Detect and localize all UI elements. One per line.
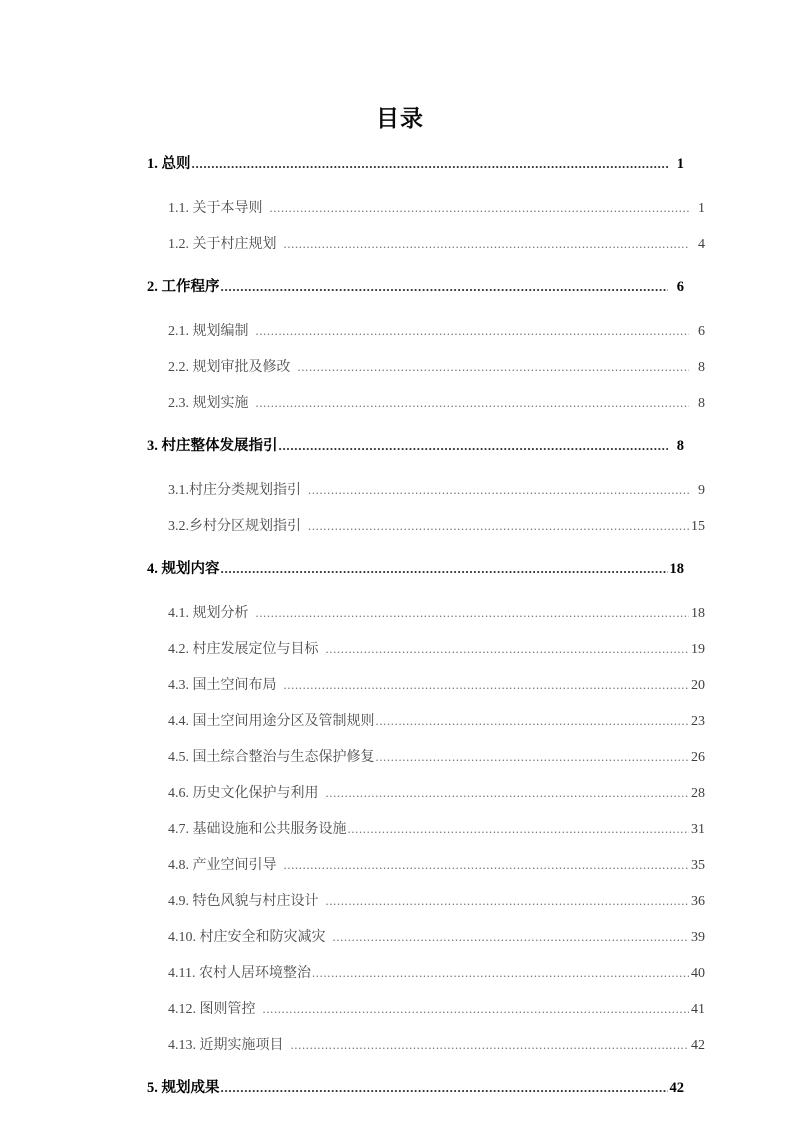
- toc-entry-page-number: 39: [691, 930, 705, 945]
- toc-entry-label: 4.5. 国土综合整治与生态保护修复: [168, 750, 375, 765]
- toc-dot-leader: [284, 859, 690, 873]
- toc-entry[interactable]: [147, 1076, 684, 1097]
- toc-dot-leader: [291, 1039, 690, 1053]
- toc-entry-page-number: 1: [698, 201, 705, 216]
- toc-dot-leader: [284, 238, 690, 252]
- toc-entry[interactable]: [147, 557, 684, 578]
- toc-entry[interactable]: [147, 515, 705, 535]
- toc-entry[interactable]: [147, 782, 705, 802]
- toc-entry-label: 4. 规划内容: [147, 561, 220, 577]
- toc-dot-leader: [308, 484, 689, 498]
- toc-entry-label: 4.12. 图则管控: [168, 1002, 256, 1017]
- toc-entry-page-number: 15: [691, 519, 705, 534]
- toc-entry-page-number: 18: [669, 561, 684, 577]
- toc-entry-label: 4.6. 历史文化保护与利用: [168, 786, 319, 801]
- toc-entry-label: 4.8. 产业空间引导: [168, 858, 277, 873]
- toc-dot-leader: [221, 280, 669, 295]
- page-title: 目录: [376, 106, 424, 131]
- toc-entry-label: 4.11. 农村人居环境整治: [168, 966, 311, 981]
- toc-entry[interactable]: [147, 152, 684, 173]
- toc-dot-leader: [348, 823, 690, 837]
- toc-entry-page-number: 26: [691, 750, 705, 765]
- toc-entry[interactable]: [147, 356, 705, 376]
- toc-entry-page-number: 19: [691, 642, 705, 657]
- toc-entry[interactable]: [147, 710, 705, 730]
- toc-dot-leader: [312, 967, 689, 981]
- toc-entry-label: 2. 工作程序: [147, 279, 220, 295]
- toc-entry-label: 2.2. 规划审批及修改: [168, 360, 291, 375]
- toc-entry-label: 3.2.乡村分区规划指引: [168, 519, 301, 534]
- toc-entry[interactable]: [147, 479, 705, 499]
- toc-entry[interactable]: [147, 962, 705, 982]
- toc-entry-label: 2.1. 规划编制: [168, 324, 249, 339]
- toc-entry-label: 3.1.村庄分类规划指引: [168, 483, 301, 498]
- toc-entry-label: 4.13. 近期实施项目: [168, 1038, 284, 1053]
- toc-dot-leader: [256, 397, 690, 411]
- toc-entry[interactable]: [147, 674, 705, 694]
- toc-entry[interactable]: [147, 818, 705, 838]
- toc-entry-page-number: 35: [691, 858, 705, 873]
- toc-entry[interactable]: [147, 1034, 705, 1054]
- table-of-contents: [147, 152, 705, 1097]
- toc-entry-page-number: 1: [676, 156, 684, 172]
- toc-entry-page-number: 6: [698, 324, 705, 339]
- toc-entry-label: 5. 规划成果: [147, 1080, 220, 1096]
- toc-entry-page-number: 42: [669, 1080, 684, 1096]
- toc-dot-leader: [326, 895, 690, 909]
- toc-dot-leader: [256, 607, 690, 621]
- toc-entry[interactable]: [147, 233, 705, 253]
- toc-dot-leader: [326, 643, 690, 657]
- toc-entry-page-number: 18: [691, 606, 705, 621]
- toc-entry-label: 4.9. 特色风貌与村庄设计: [168, 894, 319, 909]
- toc-entry[interactable]: [147, 602, 705, 622]
- toc-entry-label: 3. 村庄整体发展指引: [147, 438, 278, 454]
- toc-entry-page-number: 40: [691, 966, 705, 981]
- toc-dot-leader: [192, 157, 669, 172]
- toc-entry-label: 4.10. 村庄安全和防灾减灾: [168, 930, 326, 945]
- toc-entry-label: 1.2. 关于村庄规划: [168, 237, 277, 252]
- toc-entry[interactable]: [147, 998, 705, 1018]
- toc-entry-page-number: 23: [691, 714, 705, 729]
- toc-dot-leader: [263, 1003, 690, 1017]
- toc-entry-page-number: 31: [691, 822, 705, 837]
- toc-entry-label: 1. 总则: [147, 156, 191, 172]
- toc-dot-leader: [333, 931, 690, 945]
- toc-dot-leader: [376, 715, 690, 729]
- toc-entry-page-number: 36: [691, 894, 705, 909]
- toc-entry[interactable]: [147, 320, 705, 340]
- toc-entry[interactable]: [147, 434, 684, 455]
- toc-entry-page-number: 9: [698, 483, 705, 498]
- toc-dot-leader: [221, 1081, 668, 1096]
- toc-entry[interactable]: [147, 890, 705, 910]
- toc-dot-leader: [308, 520, 689, 534]
- toc-entry-label: 4.7. 基础设施和公共服务设施: [168, 822, 347, 837]
- toc-entry[interactable]: [147, 854, 705, 874]
- toc-entry[interactable]: [147, 275, 684, 296]
- toc-entry[interactable]: [147, 392, 705, 412]
- toc-dot-leader: [284, 679, 690, 693]
- toc-entry[interactable]: [147, 197, 705, 217]
- toc-entry[interactable]: [147, 746, 705, 766]
- toc-dot-leader: [376, 751, 690, 765]
- toc-dot-leader: [326, 787, 690, 801]
- toc-entry-page-number: 8: [698, 396, 705, 411]
- toc-entry-page-number: 28: [691, 786, 705, 801]
- toc-entry-page-number: 20: [691, 678, 705, 693]
- toc-entry-page-number: 8: [676, 438, 684, 454]
- toc-entry-page-number: 41: [691, 1002, 705, 1017]
- toc-dot-leader: [279, 439, 669, 454]
- toc-entry-label: 4.2. 村庄发展定位与目标: [168, 642, 319, 657]
- toc-entry-label: 1.1. 关于本导则: [168, 201, 263, 216]
- toc-entry-label: 4.1. 规划分析: [168, 606, 249, 621]
- toc-entry-page-number: 6: [676, 279, 684, 295]
- toc-dot-leader: [256, 325, 690, 339]
- toc-entry-page-number: 8: [698, 360, 705, 375]
- toc-dot-leader: [221, 562, 668, 577]
- toc-entry[interactable]: [147, 926, 705, 946]
- toc-entry-label: 4.3. 国土空间布局: [168, 678, 277, 693]
- toc-entry-page-number: 4: [698, 237, 705, 252]
- toc-dot-leader: [270, 202, 690, 216]
- toc-entry-page-number: 42: [691, 1038, 705, 1053]
- toc-entry-label: 4.4. 国土空间用途分区及管制规则: [168, 714, 375, 729]
- toc-entry[interactable]: [147, 638, 705, 658]
- toc-dot-leader: [298, 361, 690, 375]
- toc-entry-label: 2.3. 规划实施: [168, 396, 249, 411]
